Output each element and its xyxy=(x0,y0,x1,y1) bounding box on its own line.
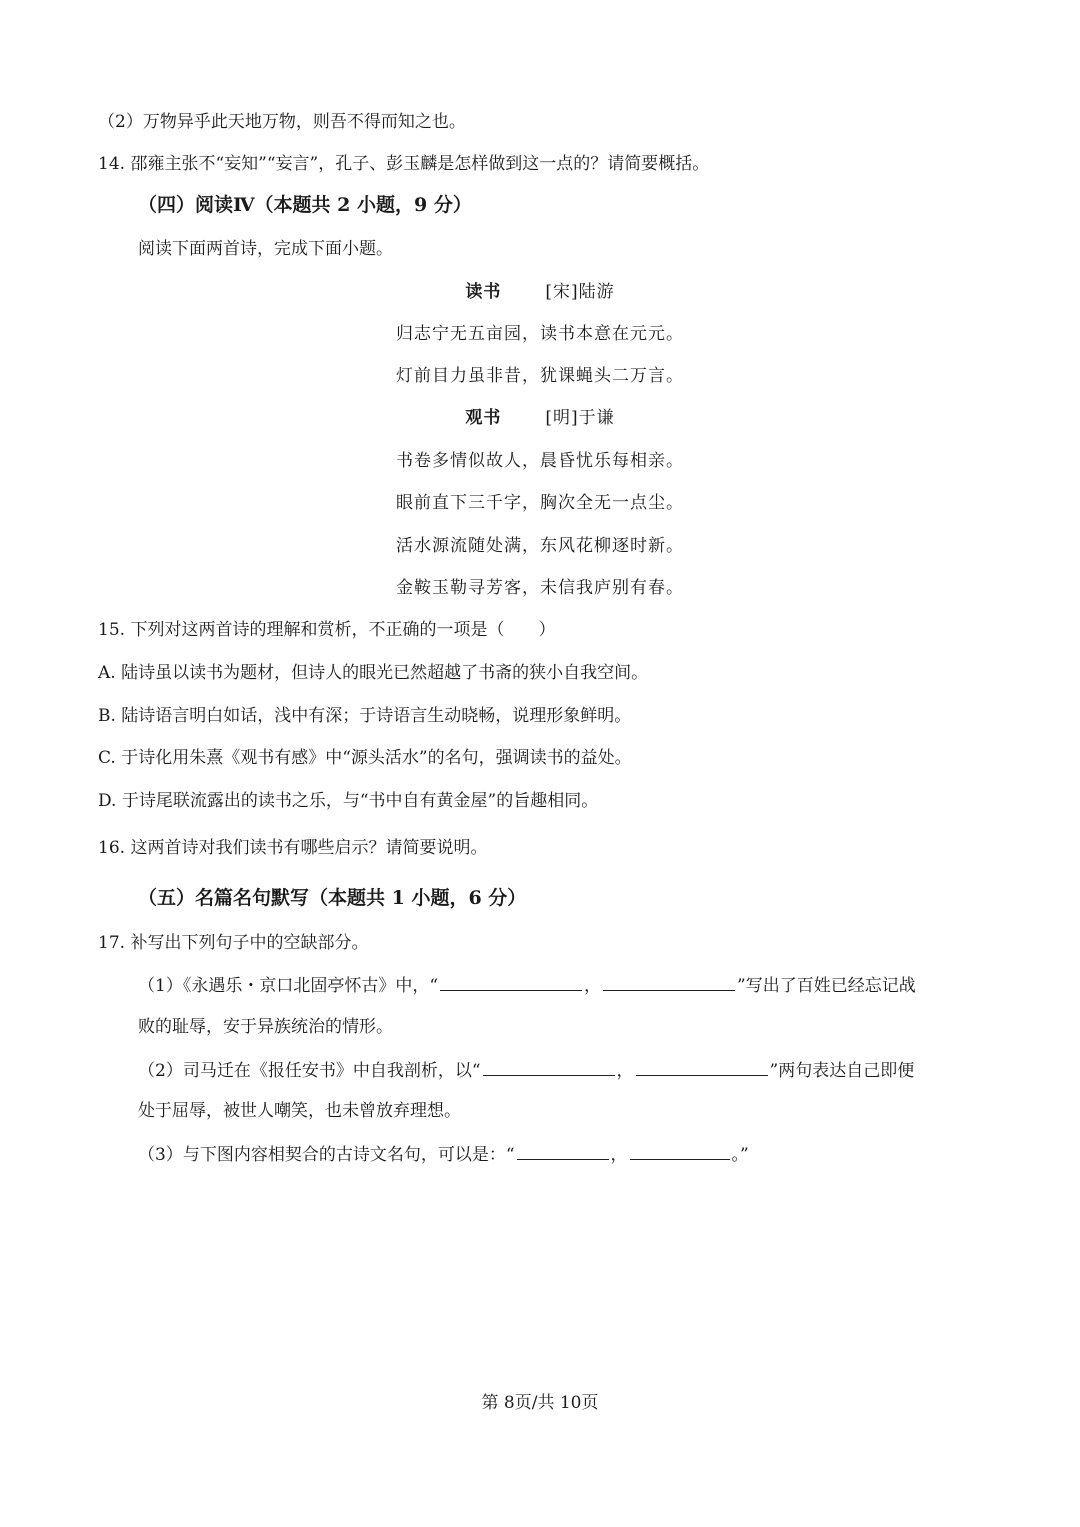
question-15-option-d: D. 于诗尾联流露出的读书之乐，与“书中自有黄金屋”的旨趣相同。 xyxy=(98,791,599,811)
page-number: 第 8页/共 10页 xyxy=(481,1393,599,1413)
question-17-part-2-continued: 处于屈辱，被世人嘲笑，也未曾放弃理想。 xyxy=(138,1101,461,1121)
poem-1-title: 读书 xyxy=(465,282,502,302)
question-17-part-1 xyxy=(138,972,916,998)
poem-2-line: 眼前直下三千字，胸次全无一点尘。 xyxy=(396,493,684,513)
comma: ， xyxy=(584,976,602,996)
answer-blank[interactable] xyxy=(440,972,582,991)
question-15: 15. 下列对这两首诗的理解和赏析，不正确的一项是（ ） xyxy=(98,620,556,640)
answer-blank[interactable] xyxy=(636,1057,768,1076)
comma: ， xyxy=(610,1145,628,1165)
answer-blank[interactable] xyxy=(517,1141,609,1160)
question-15-option-b: B. 陆诗语言明白如话，浅中有深；于诗语言生动晓畅，说理形象鲜明。 xyxy=(98,706,632,726)
question-15-option-a: A. 陆诗虽以读书为题材，但诗人的眼光已然超越了书斋的狭小自我空间。 xyxy=(98,663,649,683)
question-17-part-1-continued: 败的耻辱，安于异族统治的情形。 xyxy=(138,1017,393,1037)
comma: ， xyxy=(616,1061,634,1081)
reading-instructions: 阅读下面两首诗，完成下面小题。 xyxy=(138,239,393,259)
question-13-part-2: （2）万物异乎此天地万物，则吾不得而知之也。 xyxy=(98,112,466,132)
section-5-heading: （五）名篇名句默写（本题共 1 小题，6 分） xyxy=(138,887,527,909)
poem-2-line: 金鞍玉勒寻芳客，未信我庐别有春。 xyxy=(396,578,684,598)
answer-blank[interactable] xyxy=(603,972,735,991)
poem-2-line: 书卷多情似故人，晨昏忧乐每相亲。 xyxy=(396,451,684,471)
q17-3-suffix: 。” xyxy=(731,1145,749,1165)
answer-blank[interactable] xyxy=(630,1141,730,1160)
poem-1-author: [宋]陆游 xyxy=(545,282,615,302)
q17-2-prompt: （2）司马迁在《报任安书》中自我剖析，以“ xyxy=(138,1061,481,1081)
poem-2-header xyxy=(0,406,1080,430)
section-4-heading: （四）阅读Ⅳ（本题共 2 小题，9 分） xyxy=(138,194,472,216)
q17-2-suffix: ”两句表达自己即便 xyxy=(769,1061,915,1081)
question-15-option-c: C. 于诗化用朱熹《观书有感》中“源头活水”的名句，强调读书的益处。 xyxy=(98,748,632,768)
poem-2-title: 观书 xyxy=(465,408,502,428)
poem-1-line: 归志宁无五亩园，读书本意在元元。 xyxy=(396,324,684,344)
poem-2-author: [明]于谦 xyxy=(545,408,615,428)
poem-1-header xyxy=(0,280,1080,304)
q17-3-prompt: （3）与下图内容相契合的古诗文名句，可以是：“ xyxy=(138,1145,515,1165)
question-17: 17. 补写出下列句子中的空缺部分。 xyxy=(98,933,369,953)
question-16: 16. 这两首诗对我们读书有哪些启示？请简要说明。 xyxy=(98,838,488,858)
answer-blank[interactable] xyxy=(483,1057,615,1076)
poem-1-line: 灯前目力虽非昔，犹课蝇头二万言。 xyxy=(396,366,684,386)
question-14: 14. 邵雍主张不“妄知”“妄言”，孔子、彭玉麟是怎样做到这一点的？请简要概括。 xyxy=(98,154,710,174)
q17-1-suffix: ”写出了百姓已经忘记战 xyxy=(737,976,916,996)
q17-1-prompt: （1）《永遇乐・京口北固亭怀古》中，“ xyxy=(138,976,439,996)
question-17-part-2 xyxy=(138,1057,914,1083)
poem-2-line: 活水源流随处满，东风花柳逐时新。 xyxy=(396,536,684,556)
question-17-part-3 xyxy=(138,1141,749,1167)
